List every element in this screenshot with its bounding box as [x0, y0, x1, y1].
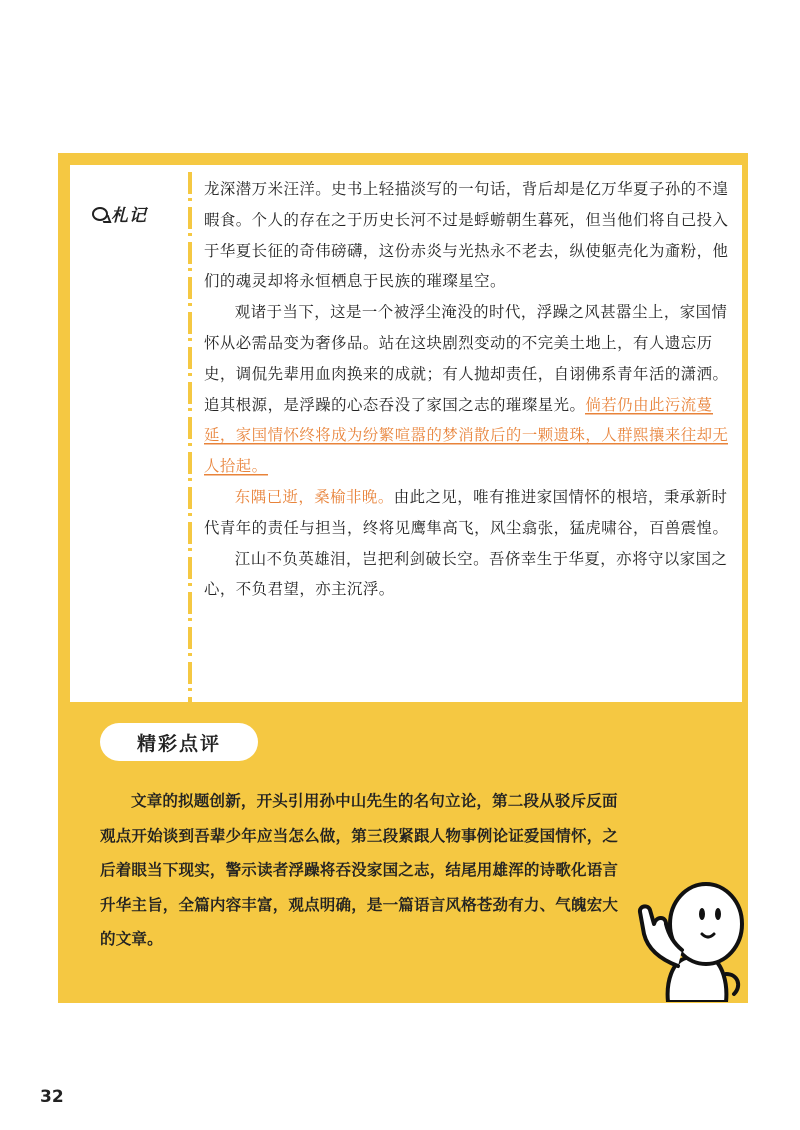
essay-body — [204, 174, 734, 605]
essay-paragraph-3 — [204, 482, 734, 544]
notes-label-text: 札记 — [111, 206, 147, 226]
speech-bubble-icon — [92, 207, 108, 221]
page-number: 32 — [40, 1087, 64, 1107]
essay-paragraph-1: 龙深潜万米汪洋。史书上轻描淡写的一句话，背后却是亿万华夏子孙的不遑暇食。个人的存在之于历史长河不过是蜉蝣朝生暮死，但当他们将自己投入于华夏长征的奇伟磅礴，这份赤炎与光热永不老去，纵使躯壳化为齑粉，他们的魂灵却将永恒栖息于民族的璀璨星空。 — [204, 180, 729, 291]
review-paragraph: 文章的拟题创新，开头引用孙中山先生的名句立论，第二段从驳斥反面观点开始谈到吾辈少年应当怎么做，第三段紧跟人物事例论证爱国情怀，之后着眼当下现实，警示读者浮躁将吞没家国之志，结尾用雄浑的诗歌化语言升华主旨，全篇内容丰富，观点明确，是一篇语言风格苍劲有力、气魄宏大的文章。 — [100, 792, 619, 948]
review-title-badge — [100, 723, 258, 761]
review-title: 精彩点评 — [136, 732, 221, 755]
essay-paragraph-2-text: 观诸于当下，这是一个被浮尘淹没的时代，浮躁之风甚嚣尘上，家国情怀从必需品变为奢侈品。站在这块剧烈变动的不完美土地上，有人遗忘历史，调侃先辈用血肉换来的成就；有人抛却责任，自诩佛系青年活的潇洒。追其根源，是浮躁的心态吞没了家国之志的璀璨星光。 — [204, 303, 729, 414]
essay-paragraph-4: 江山不负英雄泪，岂把利剑破长空。吾侪幸生于华夏，亦将守以家国之心，不负君望，亦主沉浮。 — [204, 549, 728, 599]
essay-paragraph-2 — [204, 297, 734, 482]
mascot-pointing-icon — [622, 862, 750, 1002]
essay-highlight-sentence: 倘若仍由此污流蔓延，家国情怀终将成为纷繁喧嚣的梦消散后的一颗遗珠，人群熙攘来往却无人拾起。 — [204, 395, 729, 476]
essay-highlight-idiom: 东隅已逝，桑榆非晚。 — [234, 487, 394, 506]
review-body — [100, 784, 630, 957]
essay-paragraph-3-text: 由此之见，唯有推进家国情怀的根培，秉承新时代青年的责任与担当，终将见鹰隼高飞，风尘翕张，猛虎啸谷，百兽震惶。 — [204, 487, 729, 537]
notes-label — [92, 201, 147, 226]
dashed-margin-line — [188, 172, 192, 702]
